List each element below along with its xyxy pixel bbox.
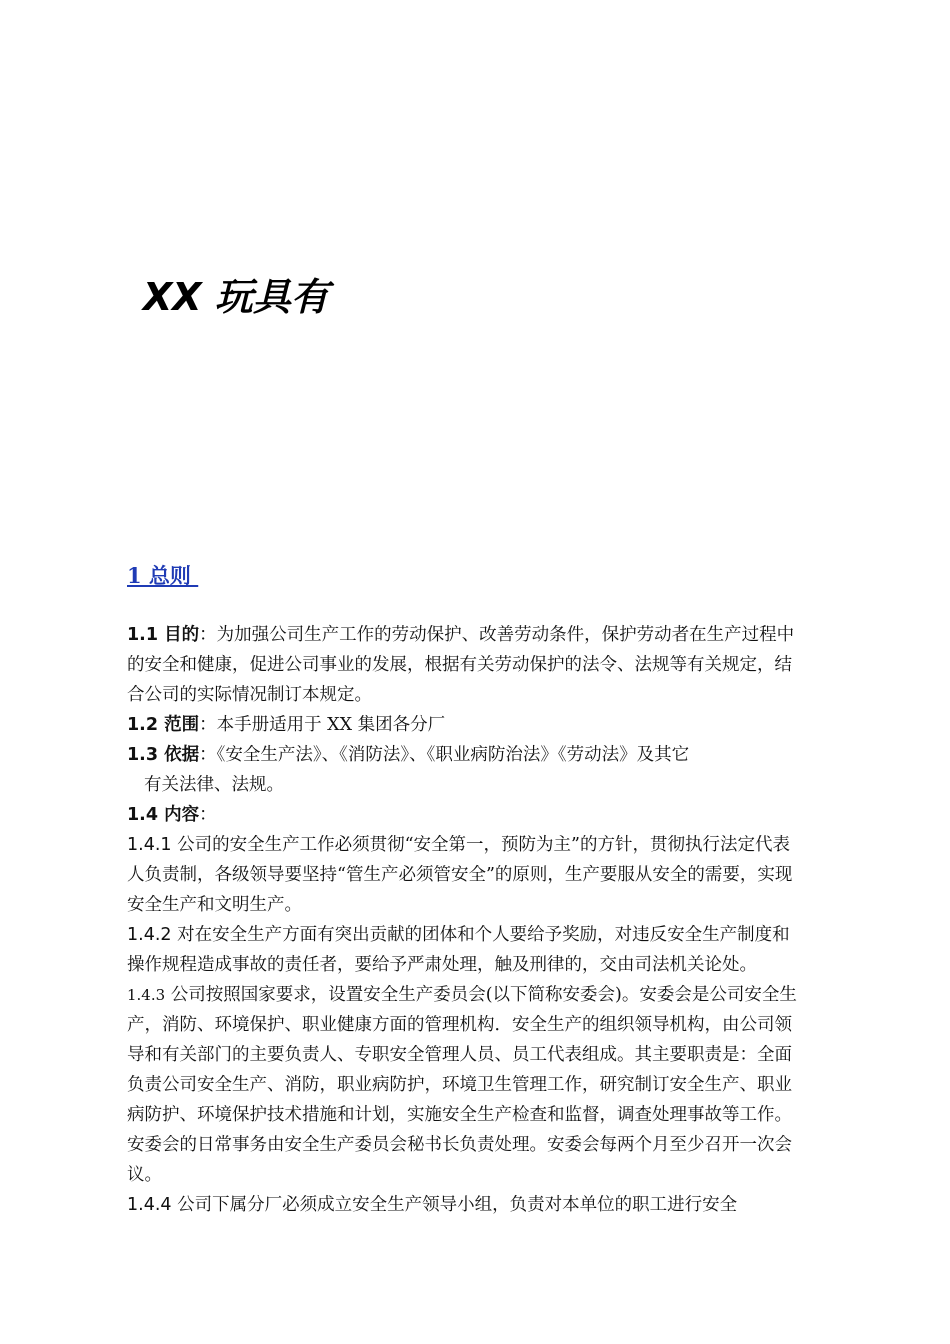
paragraph-1-4-3 <box>127 980 807 1190</box>
paragraph-1-1 <box>127 620 807 710</box>
section-number: 1.4 <box>127 805 159 825</box>
paragraph-text: 有关法律、法规。 <box>144 775 284 795</box>
section-number: 1.4.2 <box>127 925 172 945</box>
paragraph-1-4 <box>127 800 807 830</box>
section-number: 1.4.3 <box>127 986 166 1004</box>
section-number: 1.2 <box>127 715 159 735</box>
section-number: 1.1 <box>127 625 159 645</box>
paragraph-1-2 <box>127 710 807 740</box>
section-number: 1.4.1 <box>127 835 172 855</box>
paragraph-1-3-continued <box>127 770 807 800</box>
paragraph-1-4-4 <box>127 1190 807 1220</box>
section-number: 1.4.4 <box>127 1195 172 1215</box>
paragraph-text: ：本手册适用于 XX 集团各分厂 <box>199 715 446 735</box>
document-title: XX 玩具有 <box>143 275 329 319</box>
section-heading-general[interactable]: 1 总则 <box>127 563 199 588</box>
paragraph-text: 公司的安全生产工作必须贯彻“安全第一，预防为主”的方针，贯彻执行法定代表人负责制，各级领导要坚持“管生产必须管安全”的原则，生产要服从安全的需要，实现安全生产和文明生产。 <box>127 835 793 915</box>
paragraph-text: ：为加强公司生产工作的劳动保护、改善劳动条件，保护劳动者在生产过程中的安全和健康，促进公司事业的发展，根据有关劳动保护的法令、法规等有关规定，结合公司的实际情况制订本规定。 <box>127 625 795 705</box>
section-number: 1.3 <box>127 745 159 765</box>
section-label: 内容 <box>158 805 200 825</box>
paragraph-text: 公司按照国家要求，设置安全生产委员会(以下简称安委会)。安委会是公司安全生产，消防、环境保护、职业健康方面的管理机构．安全生产的组织领导机构，由公司领导和有关部门的主要负责人、专职安全管理人员、员工代表组成。其主要职责是：全面负责公司安全生产、消防，职业病防护，环境卫生管理工作，研究制订安全生产、职业病防护、环境保护技术措施和计划，实施安全生产检查和监督，调查处理事故等工作。安委会的日常事务由安全生产委员会秘书长负责处理。安委会每两个月至少召开一次会议。 <box>127 985 797 1185</box>
paragraph-text: ：《安全生产法》、《消防法》、《职业病防治法》《劳动法》及其它 <box>199 745 690 765</box>
paragraph-1-4-1 <box>127 830 807 920</box>
paragraph-1-4-2 <box>127 920 807 980</box>
paragraph-text: ： <box>199 805 217 825</box>
section-label: 范围 <box>158 715 200 735</box>
paragraph-1-3 <box>127 740 807 770</box>
paragraph-text: 公司下属分厂必须成立安全生产领导小组，负责对本单位的职工进行安全 <box>171 1195 738 1215</box>
paragraph-text: 对在安全生产方面有突出贡献的团体和个人要给予奖励，对违反安全生产制度和操作规程造成事故的责任者，要给予严肃处理，触及刑律的，交由司法机关论处。 <box>127 925 790 975</box>
document-body <box>127 620 807 1220</box>
section-label: 目的 <box>158 625 200 645</box>
section-label: 依据 <box>158 745 200 765</box>
